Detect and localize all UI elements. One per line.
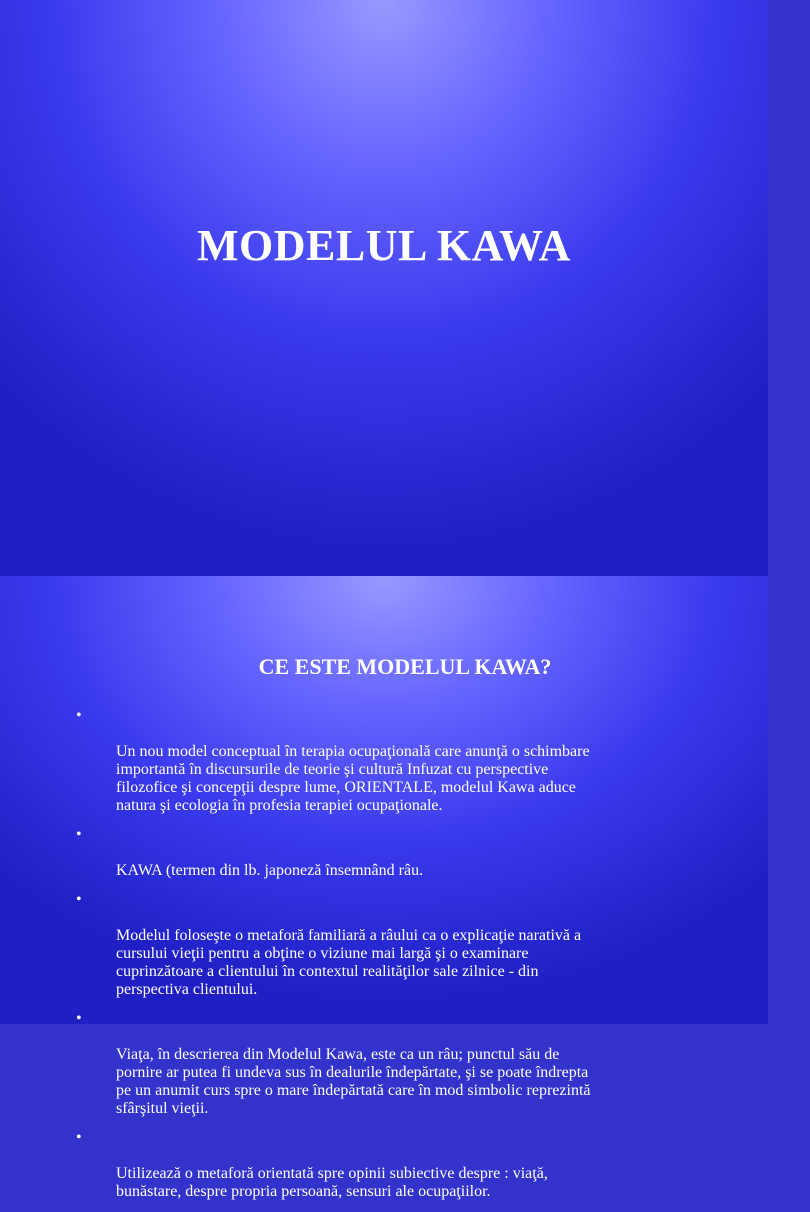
bullet-icon: • <box>76 826 82 843</box>
bullet-item <box>76 1129 746 1201</box>
bullet-text: KAWA (termen din lb. japoneză însemnând râu. <box>116 862 424 879</box>
bullet-text: Modelul foloseşte o metaforă familiară a râului ca o explicaţie narativă a cursului vieţii pentru a obţine o viziune mai largă şi o examinare cuprinzătoare a clientului în contextul realităţilor sale zilnice - din perspectiva clientului. <box>116 927 582 998</box>
content-slide <box>0 576 768 1200</box>
bullet-icon: • <box>76 707 82 724</box>
bullet-list <box>76 707 746 1212</box>
bullet-icon: • <box>76 1010 82 1027</box>
bullet-item <box>76 1010 746 1118</box>
bullet-text: Utilizează o metaforă orientată spre opinii subiective despre : viaţă, bunăstare, despre propria persoană, sensuri ale ocupaţiilor. <box>116 1165 548 1200</box>
bullet-text: Un nou model conceptual în terapia ocupaţională care anunţă o schimbare importantă în discursurile de teorie şi cultură Infuzat cu perspective filozofice şi concepţii despre lume, ORIENTALE, modelul Kawa aduce natura şi ecologia în profesia terapiei ocupaţionale. <box>116 743 590 814</box>
bullet-text: Viaţa, în descrierea din Modelul Kawa, este ca un râu; punctul său de pornire ar putea fi undeva sus în dealurile îndepărtate, şi se poate îndrepta pe un anumit curs spre o mare îndepărtată care în mod simbolic reprezintă sfârşitul vieţii. <box>116 1046 591 1117</box>
bullet-icon: • <box>76 891 82 908</box>
bullet-item <box>76 891 746 999</box>
title-slide <box>0 0 768 576</box>
bullet-item <box>76 826 746 880</box>
slide-title: MODELUL KAWA <box>197 221 571 270</box>
bullet-icon: • <box>76 1129 82 1146</box>
slide-heading: CE ESTE MODELUL KAWA? <box>258 654 552 679</box>
bullet-item <box>76 707 746 815</box>
